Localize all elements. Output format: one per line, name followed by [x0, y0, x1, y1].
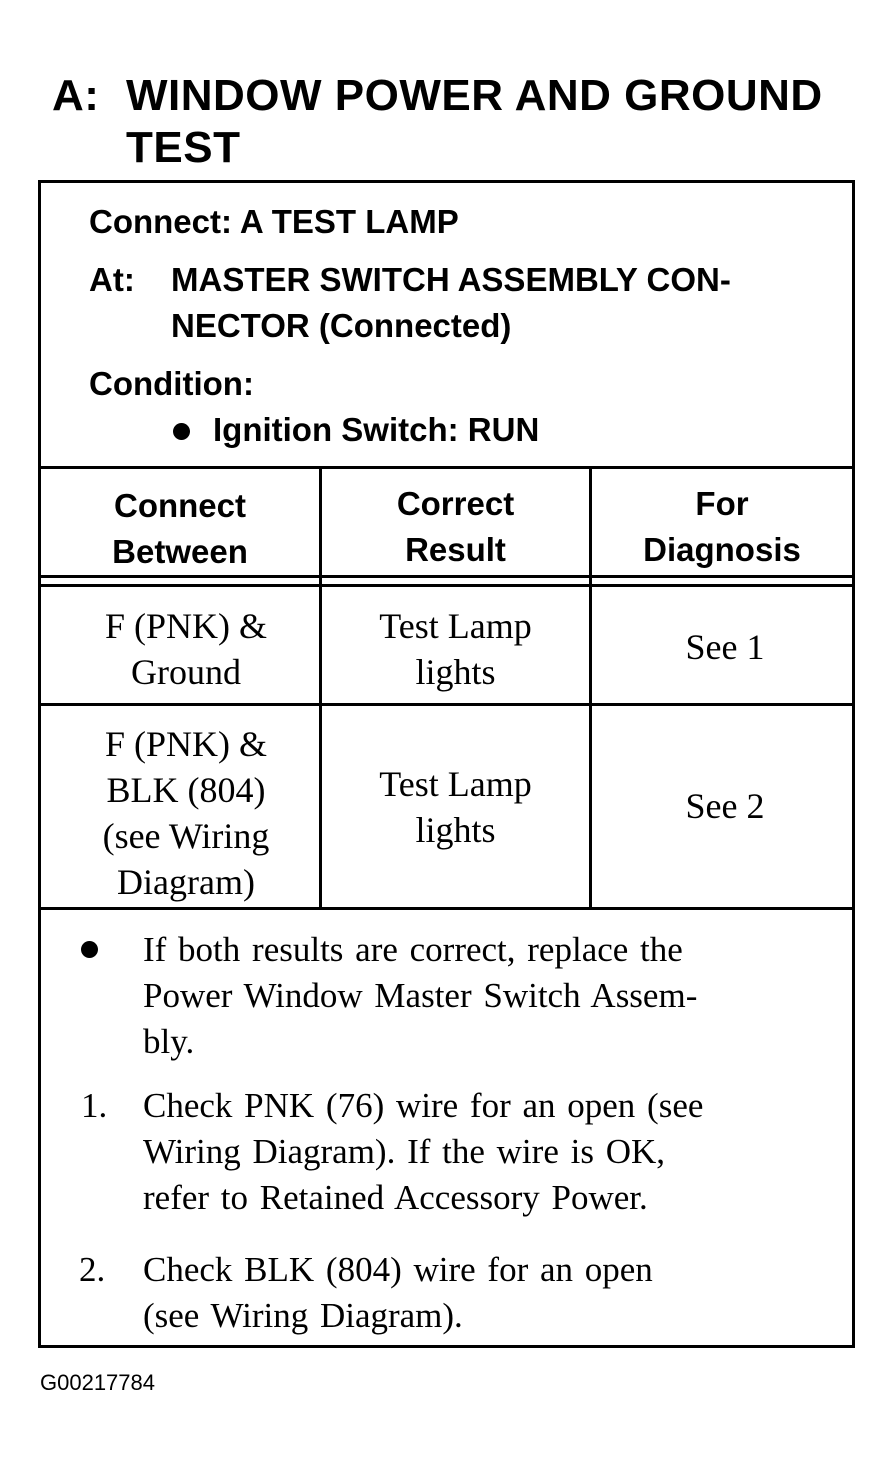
condition-label: Condition:: [89, 365, 254, 402]
note-line: Check PNK (76) wire for an open (see: [143, 1086, 704, 1125]
note-line: (see Wiring Diagram).: [143, 1296, 463, 1335]
note-line: Wiring Diagram). If the wire is OK,: [143, 1132, 665, 1171]
note-line: Check BLK (804) wire for an open: [143, 1250, 653, 1289]
header-text-line: Between: [112, 533, 248, 570]
note-bullet: [143, 927, 697, 1065]
header-connect-between: [41, 483, 319, 575]
row2-correct-result: [322, 761, 589, 853]
at-label: At:: [89, 261, 135, 298]
cell-text-line: lights: [415, 810, 496, 850]
connect-instruction: Connect: A TEST LAMP: [89, 203, 459, 240]
cell-text-line: (see Wiring: [102, 816, 270, 856]
header-text-line: Correct: [396, 485, 515, 522]
row-divider: [41, 703, 852, 706]
note-item-2-number: 2.: [79, 1250, 106, 1289]
cell-text-line: BLK (804): [106, 770, 266, 810]
note-line: refer to Retained Accessory Power.: [143, 1178, 648, 1217]
bullet-icon: [173, 423, 190, 440]
page-title-line-2: TEST: [126, 123, 241, 172]
row2-for-diagnosis: See 2: [685, 786, 765, 826]
cell-text-line: Diagram): [117, 862, 255, 902]
note-item-1: [143, 1083, 703, 1221]
row1-correct-result: [322, 603, 589, 695]
note-item-2: [143, 1247, 653, 1339]
table-bottom-rule: [41, 907, 852, 910]
cell-text-line: Ground: [131, 652, 241, 692]
at-line-2: NECTOR (Connected): [171, 307, 512, 344]
cell-text-line: F (PNK) &: [104, 606, 268, 646]
note-line: Power Window Master Switch Assem-: [143, 976, 698, 1015]
at-line-1: MASTER SWITCH ASSEMBLY CON-: [171, 261, 731, 298]
header-text-line: For: [695, 485, 749, 522]
header-correct-result: [322, 481, 589, 573]
page-title-line-1: WINDOW POWER AND GROUND: [126, 71, 823, 120]
bullet-icon: [81, 941, 98, 958]
row2-connect-between: [41, 721, 331, 905]
test-procedure-box: [38, 180, 855, 1348]
row1-connect-between: [41, 603, 331, 695]
header-double-rule-bottom: [41, 584, 852, 587]
cell-text-line: Test Lamp: [379, 606, 532, 646]
note-line: bly.: [143, 1022, 195, 1061]
cell-text-line: lights: [415, 652, 496, 692]
header-text-line: Connect: [114, 487, 246, 524]
cell-text-line: Test Lamp: [379, 764, 532, 804]
table-top-rule: [41, 466, 852, 469]
header-text-line: Result: [405, 531, 506, 568]
row1-for-diagnosis: See 1: [685, 627, 765, 667]
figure-id: G00217784: [40, 1370, 155, 1395]
header-double-rule-top: [41, 575, 852, 578]
header-for-diagnosis: [592, 481, 852, 573]
note-item-1-number: 1.: [81, 1086, 108, 1125]
header-text-line: Diagnosis: [643, 531, 801, 568]
title-prefix: A:: [52, 71, 100, 120]
note-line: If both results are correct, replace the: [143, 930, 683, 969]
cell-text-line: F (PNK) &: [104, 724, 268, 764]
condition-item: Ignition Switch: RUN: [213, 411, 540, 448]
